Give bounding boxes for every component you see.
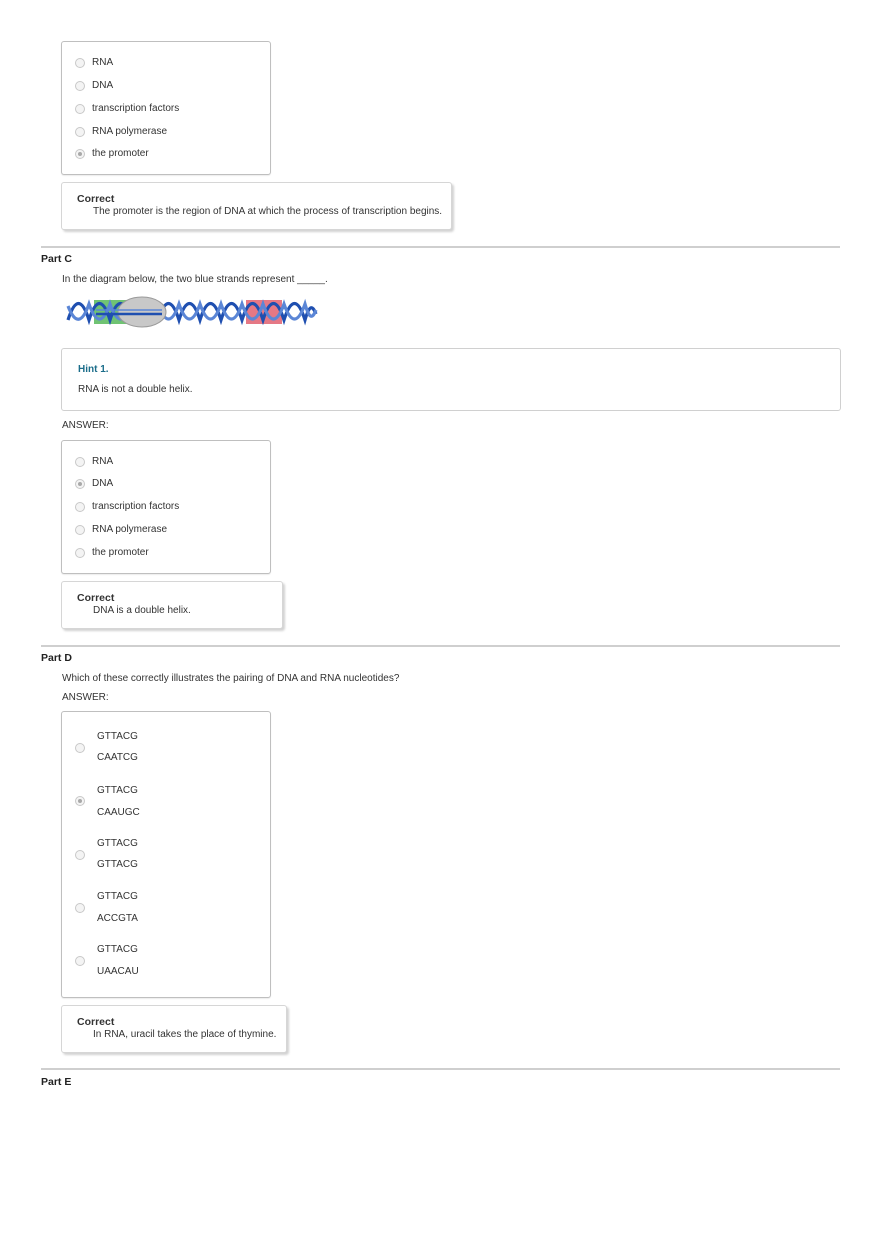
- option-label: RNA: [92, 57, 114, 68]
- radio-button[interactable]: [75, 956, 85, 966]
- option-label: transcription factors: [92, 103, 180, 114]
- feedback-text: The promoter is the region of DNA at which the process of transcription begins.: [93, 206, 443, 217]
- sequence-top: GTTACG: [97, 785, 138, 796]
- option-label: DNA: [92, 478, 114, 489]
- option-label: the promoter: [92, 148, 149, 159]
- part-c-feedback: [61, 581, 283, 629]
- radio-button[interactable]: [75, 104, 85, 114]
- radio-button[interactable]: [75, 548, 85, 558]
- sequence-top: GTTACG: [97, 891, 138, 902]
- radio-button[interactable]: [75, 850, 85, 860]
- feedback-text: DNA is a double helix.: [93, 605, 191, 616]
- radio-button[interactable]: [75, 903, 85, 913]
- feedback-title: Correct: [77, 592, 115, 604]
- answer-label: ANSWER:: [62, 420, 109, 431]
- radio-button[interactable]: [75, 81, 85, 91]
- feedback-title: Correct: [77, 193, 115, 205]
- radio-button[interactable]: [75, 457, 85, 467]
- option-label: transcription factors: [92, 501, 180, 512]
- dna-transcription-diagram: [66, 294, 318, 328]
- feedback-title: Correct: [77, 1016, 115, 1028]
- part-c-question: In the diagram below, the two blue strands represent _____.: [62, 274, 328, 285]
- hint-text: RNA is not a double helix.: [78, 384, 193, 395]
- radio-button[interactable]: [75, 502, 85, 512]
- rna-polymerase: [118, 297, 166, 327]
- option-label: the promoter: [92, 547, 149, 558]
- part-d-heading: Part D: [41, 652, 72, 664]
- part-divider: [41, 1068, 840, 1070]
- part-divider: [41, 645, 840, 647]
- feedback-text: In RNA, uracil takes the place of thymine.: [93, 1029, 277, 1040]
- hint-title[interactable]: Hint 1.: [78, 364, 109, 375]
- part-d-options-box: [61, 711, 271, 998]
- part-d-feedback: [61, 1005, 287, 1053]
- part-b-options-box: [61, 41, 271, 175]
- option-label: RNA polymerase: [92, 126, 168, 137]
- part-c-options-box: [61, 440, 271, 574]
- option-label: RNA polymerase: [92, 524, 168, 535]
- radio-button[interactable]: [75, 58, 85, 68]
- sequence-top: GTTACG: [97, 838, 138, 849]
- sequence-top: GTTACG: [97, 731, 138, 742]
- sequence-bottom: CAAUGC: [97, 807, 140, 818]
- part-divider: [41, 246, 840, 248]
- radio-button[interactable]: [75, 525, 85, 535]
- radio-button-selected[interactable]: [75, 796, 85, 806]
- part-b-feedback: [61, 182, 452, 230]
- sequence-bottom: CAATCG: [97, 752, 138, 763]
- part-e-heading: Part E: [41, 1076, 72, 1088]
- part-c-heading: Part C: [41, 253, 72, 265]
- radio-button-selected[interactable]: [75, 149, 85, 159]
- sequence-top: GTTACG: [97, 944, 138, 955]
- sequence-bottom: ACCGTA: [97, 913, 138, 924]
- sequence-bottom: UAACAU: [97, 966, 139, 977]
- sequence-bottom: GTTACG: [97, 859, 138, 870]
- radio-button[interactable]: [75, 743, 85, 753]
- option-label: RNA: [92, 456, 114, 467]
- radio-button[interactable]: [75, 127, 85, 137]
- radio-button-selected[interactable]: [75, 479, 85, 489]
- part-d-question: Which of these correctly illustrates the pairing of DNA and RNA nucleotides?: [62, 673, 400, 684]
- answer-label: ANSWER:: [62, 692, 109, 703]
- hint-panel: [61, 348, 841, 411]
- option-label: DNA: [92, 80, 114, 91]
